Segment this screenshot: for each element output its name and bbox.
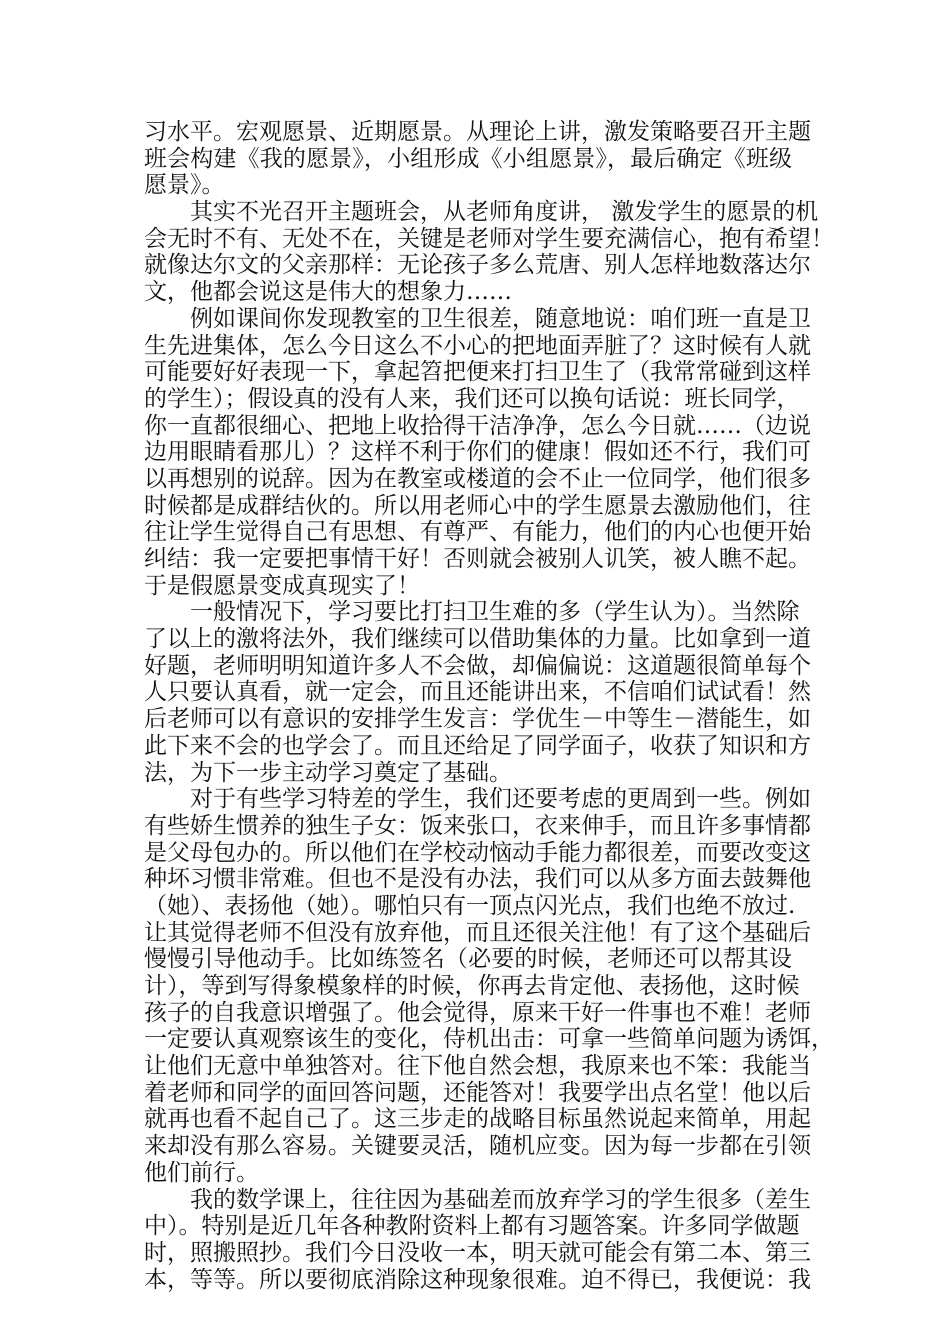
- text-line: 就再也看不起自己了。这三步走的战略目标虽然说起来简单，用起: [144, 1106, 811, 1133]
- text-line: （她）、表扬他（她）。哪怕只有一顶点闪光点，我们也绝不放过.: [144, 892, 796, 919]
- text-line: 让其觉得老师不但没有放弃他，而且还很关注他！有了这个基础后: [144, 919, 811, 946]
- text-line: 他们前行。: [144, 1159, 259, 1186]
- text-line: 好题，老师明明知道许多人不会做，却偏偏说：这道题很简单每个: [144, 652, 811, 679]
- text-line: 让他们无意中单独答对。往下他自然会想，我原来也不笨：我能当: [144, 1053, 811, 1080]
- text-line: 愿景》。: [144, 172, 225, 199]
- text-line: 此下来不会的也学会了。而且还给足了同学面子，收获了知识和方: [144, 732, 811, 759]
- text-line: 着老师和同学的面回答问题，还能答对！我要学出点名堂！他以后: [144, 1079, 811, 1106]
- text-line: 是父母包办的。所以他们在学校动恼动手能力都很差，而要改变这: [144, 839, 811, 866]
- text-line: 可能要好好表现一下，拿起笤把便来打扫卫生了（我常常碰到这样: [144, 359, 811, 386]
- text-line: 计），等到写得象模象样的时候，你再去肯定他、表扬他，这时候: [144, 973, 800, 999]
- text-line: 就像达尔文的父亲那样：无论孩子多么荒唐、别人怎样地数落达尔: [144, 252, 811, 279]
- text-line: 其实不光召开主题班会，从老师角度讲， 激发学生的愿景的机: [190, 199, 819, 226]
- paragraph: [144, 199, 834, 306]
- paragraph: [144, 305, 811, 600]
- paragraph: [144, 1186, 811, 1294]
- paragraph: [144, 119, 811, 199]
- text-line: 例如课间你发现教室的卫生很差，随意地说：咱们班一直是卫: [190, 305, 811, 332]
- text-line: 文，他都会说这是伟大的想象力……: [144, 279, 512, 306]
- text-line: 孩子的自我意识增强了。他会觉得，原来干好一件事也不难！老师: [144, 999, 811, 1026]
- text-line: 了以上的激将法外，我们继续可以借助集体的力量。比如拿到一道: [144, 626, 811, 653]
- text-line: 本，等等。所以要彻底消除这种现象很难。迫不得已，我便说：我: [144, 1266, 811, 1293]
- text-line: 慢慢引导他动手。比如练签名（必要的时候，老师还可以帮其设: [144, 946, 792, 973]
- text-line: 种坏习惯非常难。但也不是没有办法，我们可以从多方面去鼓舞他: [144, 866, 811, 893]
- text-line: 人只要认真看，就一定会，而且还能讲出来，不信咱们试试看！然: [144, 679, 811, 706]
- text-line: 时，照搬照抄。我们今日没收一本，明天就可能会有第二本、第三: [144, 1239, 811, 1266]
- text-line: 以再想别的说辞。因为在教室或楼道的会不止一位同学，他们很多: [144, 465, 811, 492]
- document-page: [144, 119, 834, 1293]
- paragraph: [144, 599, 811, 786]
- text-line: 法，为下一步主动学习奠定了基础。: [144, 759, 512, 786]
- text-line: 习水平。宏观愿景、近期愿景。从理论上讲，激发策略要召开主题: [144, 119, 811, 145]
- text-line: 时候都是成群结伙的。所以用老师心中的学生愿景去激励他们，往: [144, 492, 811, 519]
- text-line: 有些娇生惯养的独生子女：饭来张口，衣来伸手，而且许多事情都: [144, 812, 811, 839]
- text-line: 边用眼睛看那儿）？这样不利于你们的健康！假如还不行，我们可: [144, 439, 811, 466]
- text-line: 于是假愿景变成真现实了！: [144, 572, 420, 599]
- text-line: 一般情况下，学习要比打扫卫生难的多（学生认为）。当然除: [190, 599, 800, 626]
- text-line: 来却没有那么容易。关键要灵活，随机应变。因为每一步都在引领: [144, 1133, 811, 1160]
- text-line: 你一直都很细心、把地上收拾得干洁净净，怎么今日就……（边说: [144, 412, 811, 439]
- text-line: 往让学生觉得自己有思想、有尊严、有能力，他们的内心也便开始: [144, 519, 811, 546]
- text-line: 后老师可以有意识的安排学生发言：学优生－中等生－潜能生，如: [144, 706, 811, 733]
- text-line: 班会构建《我的愿景》，小组形成《小组愿景》，最后确定《班级: [144, 145, 792, 172]
- text-line: 生先进集体，怎么今日这么不小心的把地面弄脏了？这时候有人就: [144, 332, 811, 359]
- text-line: 会无时不有、无处不在，关键是老师对学生要充满信心，抱有希望！: [144, 225, 834, 252]
- paragraph: [144, 786, 834, 1186]
- text-line: 对于有些学习特差的学生，我们还要考虑的更周到一些。例如: [190, 786, 811, 813]
- text-line: 一定要认真观察该生的变化，侍机出击：可拿一些简单问题为诱饵，: [144, 1026, 834, 1053]
- text-line: 的学生）；假设真的没有人来，我们还可以换句话说：班长同学，: [144, 385, 800, 412]
- text-line: 中）。特别是近几年各种教附资料上都有习题答案。许多同学做题: [144, 1213, 800, 1240]
- text-line: 纠结：我一定要把事情干好！否则就会被别人讥笑，被人瞧不起。: [144, 546, 811, 572]
- text-line: 我的数学课上，往往因为基础差而放弃学习的学生很多（差生: [190, 1186, 811, 1213]
